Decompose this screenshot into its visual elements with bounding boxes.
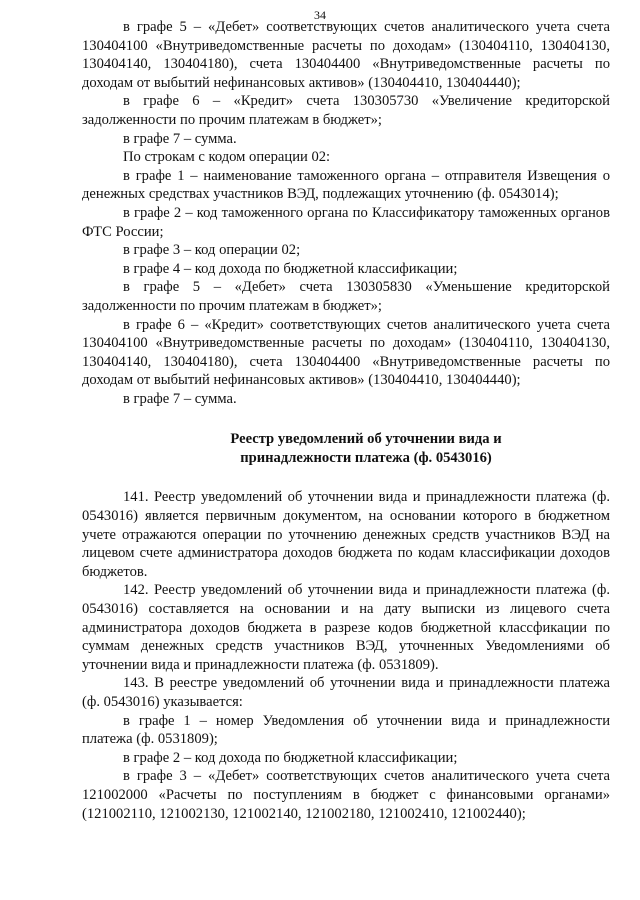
paragraph: 142. Реестр уведомлений об уточнении вида и принадлежности платежа (ф. 0543016) составляется на основании и на дату выписки из лицевого счета администратора доходов бюджета в разрезе кодов бюджетной классфикации по суммам денежных средств участников ВЭД, уточненных Уведомлениями об уточнении вида и принадлежности платежа (ф. 0531809). <box>82 582 610 673</box>
paragraph: в графе 1 – наименование таможенного органа – отправителя Извещения о денежных средствах участников ВЭД, подлежащих уточнению (ф. 0543014); <box>82 167 610 203</box>
paragraph: По строкам с кодом операции 02: <box>123 149 331 166</box>
paragraph: в графе 7 – сумма. <box>123 130 237 147</box>
paragraph: в графе 4 – код дохода по бюджетной классификации; <box>123 260 458 277</box>
page-number: 34 <box>314 8 326 22</box>
section-heading-line1: Реестр уведомлений об уточнении вида и <box>230 431 502 448</box>
paragraph: в графе 6 – «Кредит» соответствующих счетов аналитического учета счета 130404100 «Внутриведомственные расчеты по доходам» (130404110, 130404130, 130404140, 130404180), счета 130404400 «Внутриведомственные расчеты по доходам от выбытий нефинансовых активов» (130404410, 130404440); <box>82 316 610 389</box>
paragraph: в графе 2 – код таможенного органа по Классификатору таможенных органов ФТС России; <box>82 204 610 240</box>
paragraph: в графе 6 – «Кредит» счета 130305730 «Увеличение кредиторской задолженности по прочим платежам в бюджет»; <box>82 93 610 128</box>
paragraph: в графе 1 – номер Уведомления об уточнении вида и принадлежности платежа (ф. 0531809); <box>82 712 610 748</box>
paragraph: 141. Реестр уведомлений об уточнении вида и принадлежности платежа (ф. 0543016) является первичным документом, на основании которого в бюджетном учете отражаются операции по уточнению денежных средств участников ВЭД на лицевом счете администратора доходов бюджета по кодам классификации доходов бюджетов. <box>82 489 610 580</box>
paragraph: в графе 7 – сумма. <box>123 390 237 407</box>
paragraph: 143. В реестре уведомлений об уточнении вида и принадлежности платежа (ф. 0543016) указывается: <box>82 675 610 710</box>
paragraph: в графе 3 – «Дебет» соответствующих счетов аналитического учета счета 121002000 «Расчеты по поступлениям в бюджет с финансовыми органами» (121002110, 121002130, 121002140, 121002180, 121002410, 121002440); <box>82 768 610 822</box>
paragraph: в графе 2 – код дохода по бюджетной классификации; <box>123 749 458 766</box>
document-body <box>82 18 610 823</box>
paragraph: в графе 3 – код операции 02; <box>123 242 301 259</box>
paragraph: в графе 5 – «Дебет» счета 130305830 «Уменьшение кредиторской задолженности по прочим платежам в бюджет»; <box>82 279 610 314</box>
section-heading <box>82 430 610 468</box>
section-heading-line2: принадлежности платежа (ф. 0543016) <box>240 450 492 467</box>
paragraph: в графе 5 – «Дебет» соответствующих счетов аналитического учета счета 130404100 «Внутриведомственные расчеты по доходам» (130404110, 130404130, 130404140, 130404180), счета 130404400 «Внутриведомственные расчеты по доходам от выбытий нефинансовых активов» (130404410, 130404440); <box>82 19 610 91</box>
